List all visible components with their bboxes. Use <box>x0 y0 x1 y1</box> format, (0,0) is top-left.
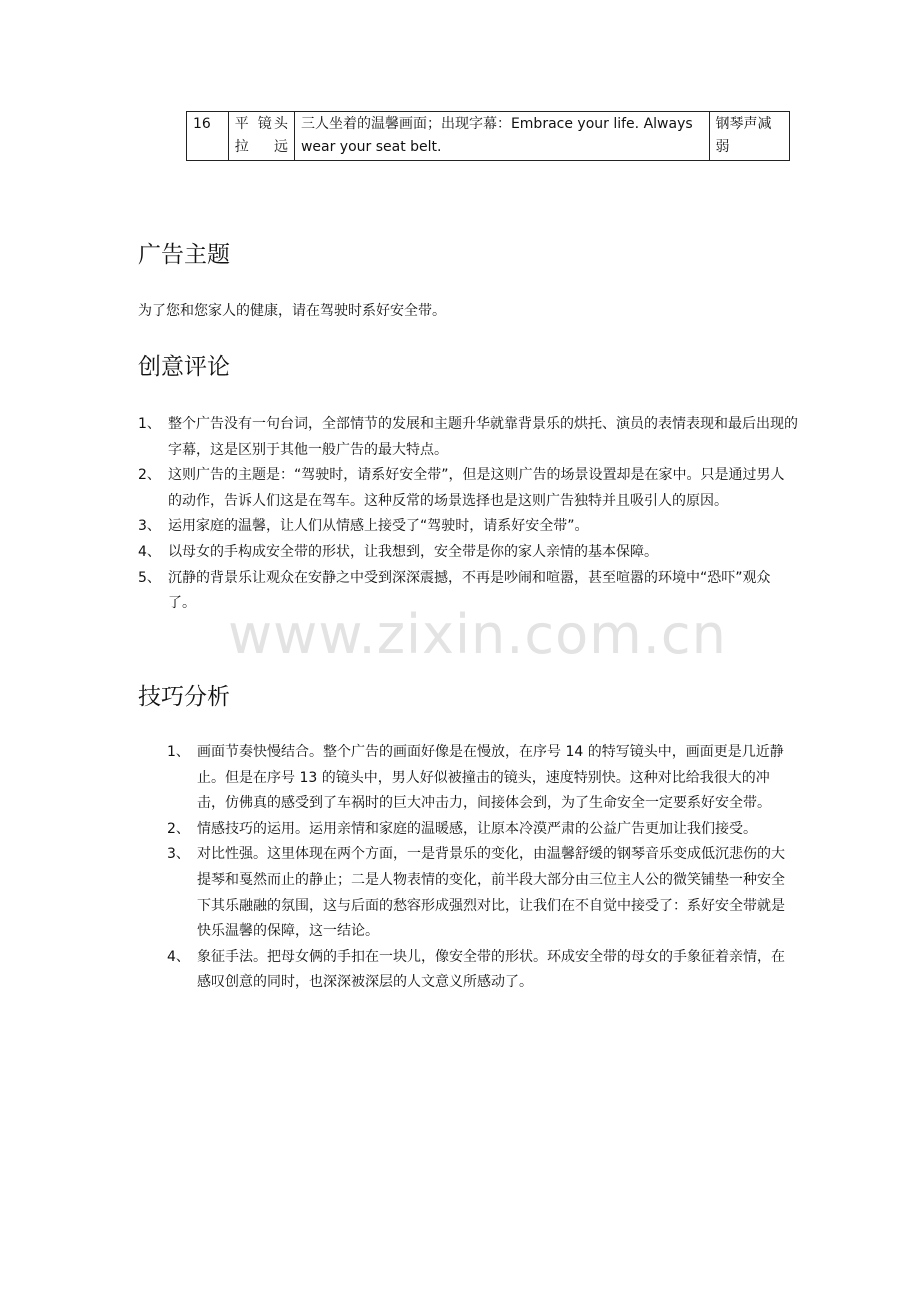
list-item-text: 情感技巧的运用。运用亲情和家庭的温暖感，让原本冷漠严肃的公益广告更加让我们接受。 <box>197 820 757 837</box>
scene-cell: 三人坐着的温馨画面；出现字幕：Embrace your life. Always wear your seat belt. <box>294 112 709 161</box>
list-item <box>138 540 798 566</box>
list-item <box>167 842 787 944</box>
list-item-text: 画面节奏快慢结合。整个广告的画面好像是在慢放，在序号 14 的特写镜头中，画面更是几近静止。但是在序号 13 的镜头中，男人好似被撞击的镜头，速度特别快。这种对比给我很大的冲击，仿佛真的感受到了车祸时的巨大冲击力，间接体会到，为了生命安全一定要系好安全带。 <box>197 744 784 812</box>
list-item-number: 4、 <box>138 543 161 560</box>
shot-number-cell: 16 <box>187 112 229 161</box>
list-item-number: 2、 <box>138 467 161 484</box>
list-item-text: 对比性强。这里体现在两个方面，一是背景乐的变化，由温馨舒缓的钢琴音乐变成低沉悲伤的大提琴和戛然而止的静止；二是人物表情的变化，前半段大部分由三位主人公的微笑铺垫一种安全下其乐融融的氛围，这与后面的愁容形成强烈对比，让我们在不自觉中接受了：系好安全带就是快乐温馨的保障，这一结论。 <box>197 846 785 940</box>
list-item <box>138 463 798 514</box>
list-item-number: 4、 <box>167 948 190 965</box>
list-item <box>167 740 787 817</box>
list-item <box>167 817 787 843</box>
skill-list <box>167 740 787 996</box>
shot-table <box>186 111 790 161</box>
list-item-number: 5、 <box>138 569 161 586</box>
table-row <box>187 112 790 161</box>
list-item-number: 2、 <box>167 820 190 837</box>
lens-cell: 平 镜头拉远 <box>228 112 294 161</box>
list-item <box>138 412 798 463</box>
list-item-text: 沉静的背景乐让观众在安静之中受到深深震撼，不再是吵闹和喧嚣，甚至喧嚣的环境中“恐吓”观众了。 <box>168 569 771 612</box>
list-item-text: 运用家庭的温馨，让人们从情感上接受了“驾驶时，请系好安全带”。 <box>168 518 589 535</box>
review-list <box>138 412 798 617</box>
review-heading: 创意评论 <box>138 354 230 380</box>
list-item-number: 1、 <box>167 744 190 760</box>
list-item-number: 3、 <box>138 518 161 535</box>
sound-cell: 钢琴声减弱 <box>709 112 789 161</box>
list-item <box>167 945 787 996</box>
list-item-text: 以母女的手构成安全带的形状，让我想到，安全带是你的家人亲情的基本保障。 <box>168 543 658 560</box>
list-item-text: 整个广告没有一句台词，全部情节的发展和主题升华就靠背景乐的烘托、演员的表情表现和最后出现的字幕，这是区别于其他一般广告的最大特点。 <box>168 416 798 458</box>
list-item-number: 3、 <box>167 846 190 863</box>
watermark: www.zixin.com.cn <box>228 603 727 666</box>
skill-heading: 技巧分析 <box>138 684 230 710</box>
theme-text: 为了您和您家人的健康，请在驾驶时系好安全带。 <box>138 303 446 319</box>
theme-heading: 广告主题 <box>138 242 230 268</box>
list-item-text: 象征手法。把母女俩的手扣在一块儿，像安全带的形状。环成安全带的母女的手象征着亲情，在感叹创意的同时，也深深被深层的人文意义所感动了。 <box>197 948 785 991</box>
list-item <box>138 514 798 540</box>
list-item-number: 1、 <box>138 416 161 432</box>
list-item-text: 这则广告的主题是：“驾驶时，请系好安全带”，但是这则广告的场景设置却是在家中。只是通过男人的动作，告诉人们这是在驾车。这种反常的场景选择也是这则广告独特并且吸引人的原因。 <box>168 467 785 509</box>
